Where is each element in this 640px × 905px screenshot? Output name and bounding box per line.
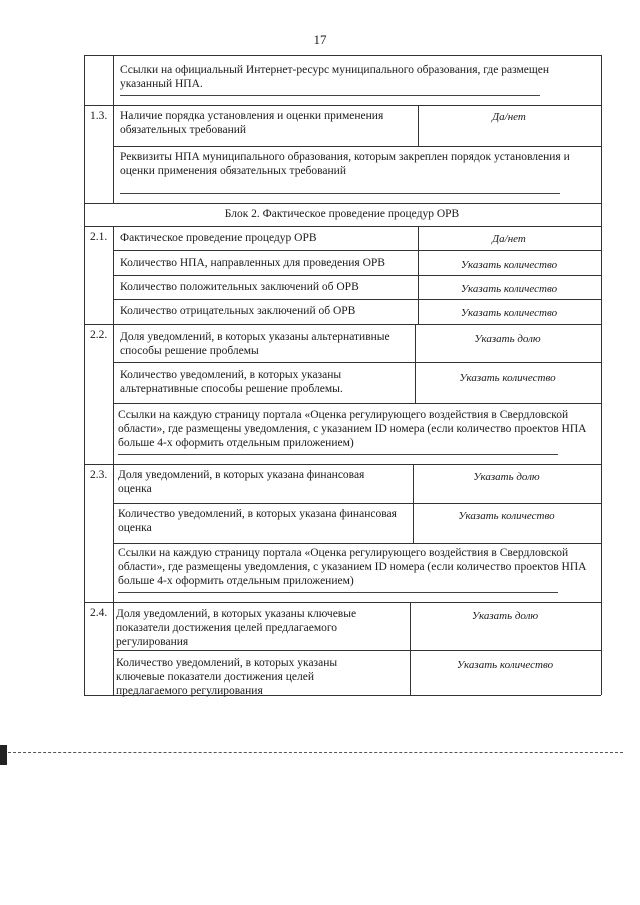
page-number: 17 bbox=[313, 32, 327, 47]
row-2-1-label-2: Количество НПА, направленных для проведения ОРВ bbox=[120, 257, 385, 269]
row-2-1-value-4: Указать количество bbox=[460, 307, 558, 319]
row-number-2-2: 2.2. bbox=[90, 329, 108, 341]
row-1-3-value: Да/нет bbox=[492, 111, 526, 123]
row-2-3-links: Ссылки на каждую страницу портала «Оценка регулирующего воздействия в Свердловской области», где размещены уведомления, с указанием ID номера (если количество проектов НПА больше 4-х оформить отдельным приложением) bbox=[118, 547, 587, 587]
top-links-text: Ссылки на официальный Интернет-ресурс муниципального образования, где размещен указанный НПА. bbox=[120, 64, 549, 90]
row-2-4-label-2: Количество уведомлений, в которых указаны ключевые показатели достижения целей предлагаемого регулирования bbox=[116, 657, 338, 697]
block-2-title: Блок 2. Фактическое проведение процедур ОРВ bbox=[224, 208, 460, 220]
row-2-3-value-2: Указать количество bbox=[458, 510, 555, 522]
scan-edge-mark bbox=[0, 745, 7, 765]
scan-edge-line bbox=[8, 752, 623, 753]
row-number-2-3: 2.3. bbox=[90, 469, 108, 481]
row-number-2-4: 2.4. bbox=[90, 607, 108, 619]
row-2-2-label-1: Доля уведомлений, в которых указаны альтернативные способы решение проблемы bbox=[120, 331, 390, 357]
row-2-3-label-2: Количество уведомлений, в которых указана финансовая оценка bbox=[118, 508, 397, 534]
row-2-2-value-2: Указать количество bbox=[459, 372, 556, 384]
row-2-2-label-2: Количество уведомлений, в которых указаны альтернативные способы решение проблемы. bbox=[120, 369, 343, 395]
row-1-3-details: Реквизиты НПА муниципального образования, которым закреплен порядок установления и оценки применения обязательных требований bbox=[120, 151, 570, 177]
row-number-1-3: 1.3. bbox=[90, 110, 108, 122]
row-2-4-value-2: Указать количество bbox=[456, 659, 554, 671]
row-2-1-value-3: Указать количество bbox=[460, 283, 558, 295]
row-2-2-links: Ссылки на каждую страницу портала «Оценка регулирующего воздействия в Свердловской области», где размещены уведомления, с указанием ID номера (если количество проектов НПА больше 4-х оформить отдельным приложением) bbox=[118, 409, 587, 449]
row-1-3-label: Наличие порядка установления и оценки применения обязательных требований bbox=[120, 110, 384, 136]
row-2-4-value-1: Указать долю bbox=[471, 610, 539, 622]
row-2-3-label-1: Доля уведомлений, в которых указана финансовая оценка bbox=[118, 469, 365, 495]
row-2-1-label-1: Фактическое проведение процедур ОРВ bbox=[120, 232, 317, 244]
row-2-3-value-1: Указать долю bbox=[473, 471, 540, 483]
row-2-1-value-2: Указать количество bbox=[460, 259, 558, 271]
row-2-1-value-1: Да/нет bbox=[492, 233, 526, 245]
row-2-4-label-1: Доля уведомлений, в которых указаны ключевые показатели достижения целей предлагаемого регулирования bbox=[116, 608, 357, 648]
row-2-1-label-4: Количество отрицательных заключений об ОРВ bbox=[120, 305, 356, 317]
row-number-2-1: 2.1. bbox=[90, 231, 108, 243]
row-2-2-value-1: Указать долю bbox=[474, 333, 541, 345]
row-2-1-label-3: Количество положительных заключений об ОРВ bbox=[120, 281, 359, 293]
